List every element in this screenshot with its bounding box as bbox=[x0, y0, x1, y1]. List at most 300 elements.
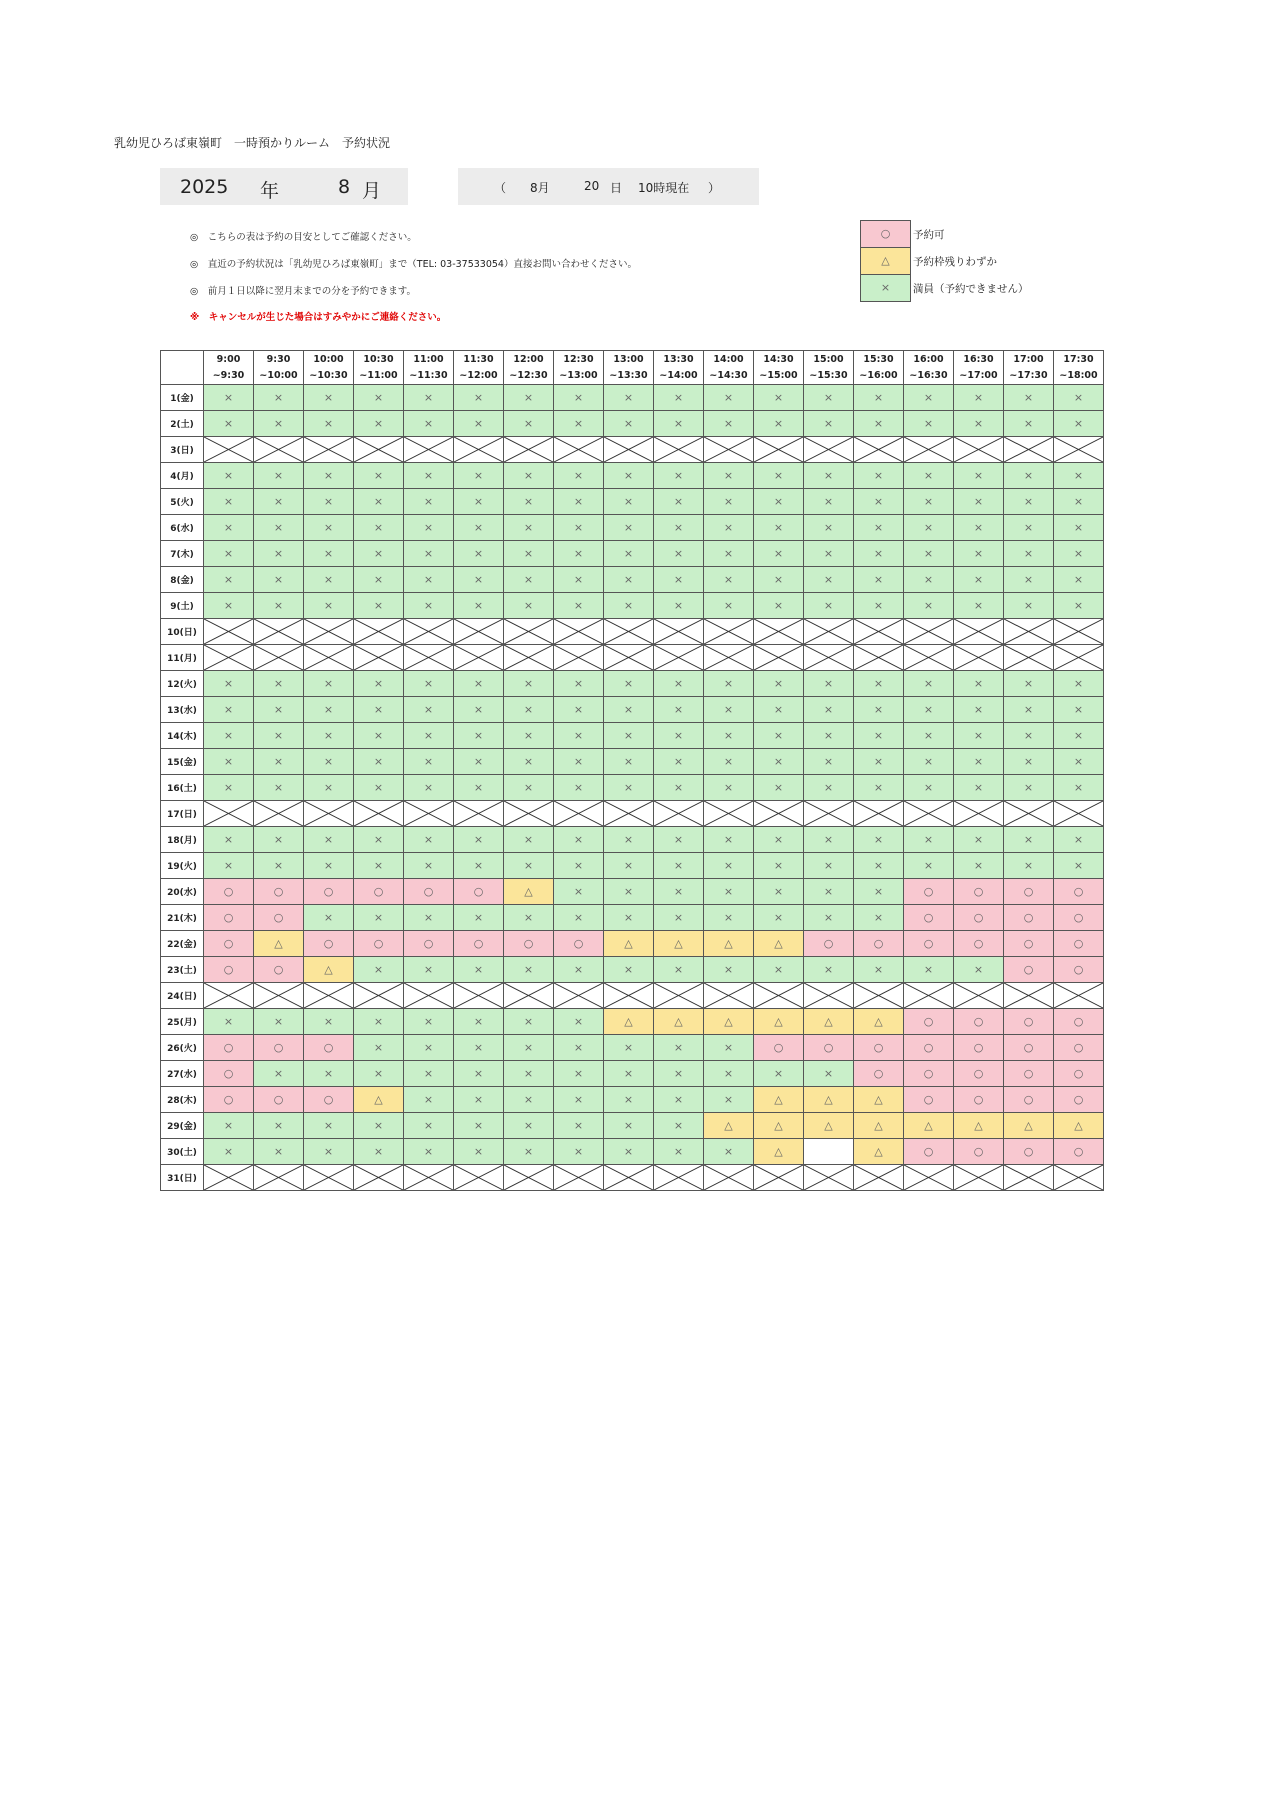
slot-cell: × bbox=[454, 697, 504, 723]
legend-symbol-available: ○ bbox=[860, 220, 911, 248]
time-slot-end: ~13:00 bbox=[559, 369, 598, 381]
slot-cell: × bbox=[604, 1139, 654, 1165]
slot-cell: × bbox=[254, 463, 304, 489]
slot-cell: ○ bbox=[304, 931, 354, 957]
slot-cell: × bbox=[354, 489, 404, 515]
closed-slot bbox=[754, 645, 804, 671]
slot-cell: × bbox=[504, 1061, 554, 1087]
slot-cell: ○ bbox=[254, 1087, 304, 1113]
closed-slot bbox=[504, 1165, 554, 1191]
day-label: 16(土) bbox=[161, 775, 204, 801]
day-row bbox=[161, 515, 1104, 541]
slot-cell: × bbox=[704, 749, 754, 775]
time-slot-start: 9:30 bbox=[266, 353, 291, 365]
closed-cross-icon bbox=[754, 801, 803, 826]
slot-cell: × bbox=[454, 385, 504, 411]
slot-cell: × bbox=[204, 489, 254, 515]
closed-slot bbox=[404, 619, 454, 645]
closed-cross-icon bbox=[904, 437, 953, 462]
closed-cross-icon bbox=[854, 619, 903, 644]
time-slot-end: ~15:30 bbox=[809, 369, 848, 381]
slot-cell: × bbox=[404, 1139, 454, 1165]
slot-cell: ○ bbox=[904, 905, 954, 931]
note-guideline: ◎ こちらの表は予約の目安としてご確認ください。 bbox=[190, 232, 417, 243]
slot-cell: ○ bbox=[954, 1035, 1004, 1061]
closed-slot bbox=[654, 437, 704, 463]
closed-cross-icon bbox=[854, 437, 903, 462]
note-contact: ◎ 直近の予約状況は「乳幼児ひろば東嶺町」まで（TEL: 03-37533054）直接お問い合わせください。 bbox=[190, 259, 637, 270]
slot-cell: △ bbox=[754, 931, 804, 957]
slot-cell: ○ bbox=[204, 1087, 254, 1113]
time-slot-end: ~16:30 bbox=[909, 369, 948, 381]
slot-cell: × bbox=[704, 411, 754, 437]
day-label: 30(土) bbox=[161, 1139, 204, 1165]
slot-cell: × bbox=[204, 723, 254, 749]
slot-cell: × bbox=[254, 671, 304, 697]
slot-cell: × bbox=[804, 463, 854, 489]
closed-slot bbox=[954, 645, 1004, 671]
time-slot-start: 14:00 bbox=[713, 353, 744, 365]
day-label: 22(金) bbox=[161, 931, 204, 957]
slot-cell: × bbox=[354, 541, 404, 567]
slot-cell: × bbox=[354, 905, 404, 931]
slot-cell: × bbox=[504, 567, 554, 593]
slot-cell: × bbox=[554, 1139, 604, 1165]
slot-cell: × bbox=[304, 853, 354, 879]
slot-cell: ○ bbox=[254, 957, 304, 983]
closed-slot bbox=[654, 619, 704, 645]
slot-cell: × bbox=[254, 853, 304, 879]
slot-cell: × bbox=[404, 489, 454, 515]
slot-cell: △ bbox=[854, 1009, 904, 1035]
closed-slot bbox=[854, 1165, 904, 1191]
closed-cross-icon bbox=[354, 983, 403, 1008]
slot-cell: × bbox=[804, 853, 854, 879]
slot-cell: × bbox=[204, 541, 254, 567]
time-slot-start: 15:00 bbox=[813, 353, 844, 365]
slot-cell: × bbox=[654, 723, 704, 749]
slot-cell: × bbox=[454, 515, 504, 541]
closed-slot bbox=[554, 983, 604, 1009]
day-label: 26(火) bbox=[161, 1035, 204, 1061]
slot-cell: × bbox=[904, 723, 954, 749]
closed-cross-icon bbox=[454, 437, 503, 462]
slot-cell: × bbox=[304, 515, 354, 541]
slot-cell: ○ bbox=[504, 931, 554, 957]
time-slot-header bbox=[704, 351, 754, 385]
closed-slot bbox=[1054, 983, 1104, 1009]
slot-cell: × bbox=[854, 463, 904, 489]
closed-slot bbox=[504, 437, 554, 463]
slot-cell: × bbox=[504, 1087, 554, 1113]
slot-cell: × bbox=[804, 593, 854, 619]
slot-cell: × bbox=[604, 749, 654, 775]
slot-cell: × bbox=[504, 957, 554, 983]
closed-cross-icon bbox=[504, 437, 553, 462]
time-slot-end: ~11:30 bbox=[409, 369, 448, 381]
slot-cell: × bbox=[704, 463, 754, 489]
day-label: 25(月) bbox=[161, 1009, 204, 1035]
closed-slot bbox=[904, 1165, 954, 1191]
time-slot-header bbox=[254, 351, 304, 385]
time-slot-start: 17:30 bbox=[1063, 353, 1094, 365]
slot-cell: × bbox=[754, 671, 804, 697]
closed-slot bbox=[804, 1165, 854, 1191]
time-slot-start: 10:30 bbox=[363, 353, 394, 365]
closed-slot bbox=[454, 801, 504, 827]
closed-cross-icon bbox=[854, 801, 903, 826]
slot-cell: × bbox=[904, 671, 954, 697]
closed-cross-icon bbox=[204, 645, 253, 670]
slot-cell: × bbox=[304, 827, 354, 853]
slot-cell: × bbox=[754, 515, 804, 541]
year-unit: 年 bbox=[260, 180, 280, 202]
slot-cell: ○ bbox=[804, 931, 854, 957]
slot-cell: × bbox=[954, 723, 1004, 749]
slot-cell: × bbox=[404, 1087, 454, 1113]
slot-cell: × bbox=[554, 489, 604, 515]
closed-slot bbox=[304, 1165, 354, 1191]
slot-cell: ○ bbox=[854, 1035, 904, 1061]
slot-cell: × bbox=[654, 489, 704, 515]
slot-cell: × bbox=[704, 1139, 754, 1165]
day-label: 28(木) bbox=[161, 1087, 204, 1113]
closed-cross-icon bbox=[404, 1165, 453, 1190]
closed-cross-icon bbox=[1004, 645, 1053, 670]
closed-cross-icon bbox=[1054, 801, 1103, 826]
time-slot-header bbox=[754, 351, 804, 385]
day-row bbox=[161, 957, 1104, 983]
slot-cell: ○ bbox=[1054, 1009, 1104, 1035]
closed-slot bbox=[404, 983, 454, 1009]
slot-cell: × bbox=[604, 1087, 654, 1113]
closed-slot bbox=[254, 801, 304, 827]
slot-cell: ○ bbox=[904, 1061, 954, 1087]
closed-cross-icon bbox=[804, 983, 853, 1008]
slot-cell: × bbox=[704, 593, 754, 619]
closed-slot bbox=[554, 619, 604, 645]
time-slot-start: 10:00 bbox=[313, 353, 344, 365]
slot-cell: × bbox=[954, 593, 1004, 619]
closed-cross-icon bbox=[754, 619, 803, 644]
slot-cell: × bbox=[854, 879, 904, 905]
slot-cell: × bbox=[404, 463, 454, 489]
slot-cell: × bbox=[204, 385, 254, 411]
slot-cell: × bbox=[504, 905, 554, 931]
closed-cross-icon bbox=[654, 619, 703, 644]
slot-cell: × bbox=[1004, 671, 1054, 697]
slot-cell: × bbox=[404, 385, 454, 411]
closed-slot bbox=[454, 983, 504, 1009]
slot-cell: × bbox=[504, 827, 554, 853]
closed-slot bbox=[804, 437, 854, 463]
day-row bbox=[161, 593, 1104, 619]
slot-cell: × bbox=[604, 775, 654, 801]
slot-cell: × bbox=[754, 697, 804, 723]
closed-cross-icon bbox=[1054, 983, 1103, 1008]
closed-slot bbox=[454, 619, 504, 645]
slot-cell: × bbox=[654, 541, 704, 567]
slot-cell: × bbox=[954, 671, 1004, 697]
slot-cell: △ bbox=[804, 1009, 854, 1035]
day-row bbox=[161, 1139, 1104, 1165]
slot-cell: △ bbox=[754, 1113, 804, 1139]
slot-cell: × bbox=[304, 775, 354, 801]
slot-cell: × bbox=[604, 593, 654, 619]
closed-slot bbox=[404, 801, 454, 827]
closed-cross-icon bbox=[304, 619, 353, 644]
closed-cross-icon bbox=[954, 437, 1003, 462]
day-row bbox=[161, 905, 1104, 931]
slot-cell: × bbox=[454, 1139, 504, 1165]
closed-cross-icon bbox=[554, 645, 603, 670]
closed-slot bbox=[1054, 801, 1104, 827]
slot-cell: × bbox=[504, 593, 554, 619]
closed-cross-icon bbox=[254, 801, 303, 826]
time-slot-header bbox=[904, 351, 954, 385]
slot-cell: × bbox=[254, 697, 304, 723]
slot-cell: × bbox=[454, 671, 504, 697]
slot-cell: × bbox=[304, 463, 354, 489]
slot-cell: × bbox=[1054, 411, 1104, 437]
slot-cell: × bbox=[654, 1035, 704, 1061]
day-row bbox=[161, 1087, 1104, 1113]
slot-cell: × bbox=[954, 697, 1004, 723]
slot-cell: × bbox=[604, 723, 654, 749]
closed-cross-icon bbox=[854, 645, 903, 670]
slot-cell: × bbox=[354, 697, 404, 723]
slot-cell: × bbox=[404, 671, 454, 697]
slot-cell: × bbox=[954, 411, 1004, 437]
slot-cell: × bbox=[804, 697, 854, 723]
day-label: 4(月) bbox=[161, 463, 204, 489]
closed-slot bbox=[904, 645, 954, 671]
closed-slot bbox=[754, 437, 804, 463]
slot-cell: × bbox=[354, 1061, 404, 1087]
slot-cell: × bbox=[454, 463, 504, 489]
closed-cross-icon bbox=[954, 983, 1003, 1008]
slot-cell: × bbox=[604, 515, 654, 541]
closed-slot bbox=[354, 645, 404, 671]
month-unit: 月 bbox=[362, 180, 382, 202]
slot-cell: × bbox=[504, 489, 554, 515]
time-slot-header bbox=[204, 351, 254, 385]
slot-cell: × bbox=[954, 567, 1004, 593]
time-slot-end: ~17:30 bbox=[1009, 369, 1048, 381]
slot-cell: × bbox=[504, 1139, 554, 1165]
day-row bbox=[161, 879, 1104, 905]
slot-cell: × bbox=[404, 1009, 454, 1035]
slot-cell: × bbox=[254, 411, 304, 437]
slot-cell: × bbox=[604, 879, 654, 905]
closed-cross-icon bbox=[1054, 437, 1103, 462]
slot-cell: ○ bbox=[1054, 905, 1104, 931]
slot-cell: × bbox=[304, 671, 354, 697]
slot-cell: × bbox=[1004, 541, 1054, 567]
closed-cross-icon bbox=[604, 645, 653, 670]
slot-cell: × bbox=[604, 463, 654, 489]
closed-cross-icon bbox=[454, 645, 503, 670]
closed-slot bbox=[304, 645, 354, 671]
time-slot-start: 9:00 bbox=[216, 353, 241, 365]
slot-cell: × bbox=[454, 567, 504, 593]
day-row bbox=[161, 1035, 1104, 1061]
slot-cell: × bbox=[204, 411, 254, 437]
slot-cell: × bbox=[1054, 827, 1104, 853]
slot-cell: △ bbox=[654, 931, 704, 957]
slot-cell: × bbox=[804, 567, 854, 593]
slot-cell: △ bbox=[954, 1113, 1004, 1139]
slot-cell: × bbox=[354, 723, 404, 749]
closed-slot bbox=[954, 619, 1004, 645]
time-slot-header bbox=[854, 351, 904, 385]
slot-cell: × bbox=[554, 853, 604, 879]
slot-cell: × bbox=[654, 1113, 704, 1139]
slot-cell: × bbox=[254, 1139, 304, 1165]
day-row bbox=[161, 983, 1104, 1009]
day-label: 29(金) bbox=[161, 1113, 204, 1139]
slot-cell: × bbox=[704, 489, 754, 515]
slot-cell: × bbox=[754, 541, 804, 567]
day-label: 13(水) bbox=[161, 697, 204, 723]
as-of-day-unit: 日 bbox=[610, 181, 623, 195]
closed-cross-icon bbox=[354, 1165, 403, 1190]
slot-cell: × bbox=[904, 541, 954, 567]
slot-cell: △ bbox=[854, 1139, 904, 1165]
slot-cell: × bbox=[1004, 515, 1054, 541]
slot-cell: × bbox=[404, 541, 454, 567]
closed-slot bbox=[954, 983, 1004, 1009]
slot-cell: × bbox=[604, 853, 654, 879]
closed-slot bbox=[654, 645, 704, 671]
slot-cell: × bbox=[354, 411, 404, 437]
slot-cell: × bbox=[754, 749, 804, 775]
slot-cell: × bbox=[1004, 567, 1054, 593]
slot-cell: × bbox=[1054, 489, 1104, 515]
closed-slot bbox=[1004, 801, 1054, 827]
time-header-row bbox=[161, 351, 1104, 385]
closed-slot bbox=[454, 437, 504, 463]
closed-slot bbox=[654, 1165, 704, 1191]
slot-cell: × bbox=[404, 749, 454, 775]
slot-cell: △ bbox=[254, 931, 304, 957]
slot-cell: ○ bbox=[204, 1061, 254, 1087]
slot-cell: × bbox=[1004, 385, 1054, 411]
closed-cross-icon bbox=[804, 1165, 853, 1190]
slot-cell: × bbox=[404, 697, 454, 723]
closed-slot bbox=[1004, 619, 1054, 645]
slot-cell: ○ bbox=[904, 1009, 954, 1035]
closed-slot bbox=[804, 645, 854, 671]
slot-cell: × bbox=[854, 567, 904, 593]
closed-slot bbox=[454, 645, 504, 671]
slot-cell: × bbox=[704, 1087, 754, 1113]
slot-cell: × bbox=[704, 723, 754, 749]
closed-cross-icon bbox=[204, 437, 253, 462]
slot-cell: × bbox=[604, 541, 654, 567]
slot-cell: × bbox=[804, 411, 854, 437]
day-row bbox=[161, 749, 1104, 775]
slot-cell: × bbox=[754, 385, 804, 411]
closed-cross-icon bbox=[604, 801, 653, 826]
legend-symbol-full: × bbox=[860, 274, 911, 302]
slot-cell: ○ bbox=[304, 1035, 354, 1061]
slot-cell: × bbox=[954, 515, 1004, 541]
time-slot-start: 13:30 bbox=[663, 353, 694, 365]
slot-cell: × bbox=[404, 1035, 454, 1061]
closed-cross-icon bbox=[904, 1165, 953, 1190]
slot-cell: × bbox=[504, 671, 554, 697]
day-row bbox=[161, 541, 1104, 567]
slot-cell: × bbox=[954, 827, 1004, 853]
slot-cell: × bbox=[654, 749, 704, 775]
slot-cell: × bbox=[554, 463, 604, 489]
closed-cross-icon bbox=[354, 645, 403, 670]
slot-cell: × bbox=[504, 1035, 554, 1061]
slot-cell: × bbox=[854, 541, 904, 567]
slot-cell: × bbox=[254, 775, 304, 801]
closed-cross-icon bbox=[404, 437, 453, 462]
slot-cell: × bbox=[804, 489, 854, 515]
closed-cross-icon bbox=[554, 801, 603, 826]
day-label: 20(水) bbox=[161, 879, 204, 905]
reservation-table bbox=[160, 350, 1104, 1191]
slot-cell: × bbox=[504, 515, 554, 541]
closed-slot bbox=[704, 619, 754, 645]
slot-cell: ○ bbox=[1004, 1035, 1054, 1061]
slot-cell: × bbox=[1004, 463, 1054, 489]
closed-cross-icon bbox=[804, 801, 853, 826]
closed-cross-icon bbox=[504, 801, 553, 826]
slot-cell: × bbox=[1054, 671, 1104, 697]
day-label: 5(火) bbox=[161, 489, 204, 515]
time-slot-end: ~16:00 bbox=[859, 369, 898, 381]
closed-slot bbox=[604, 1165, 654, 1191]
slot-cell: × bbox=[654, 567, 704, 593]
slot-cell: × bbox=[454, 489, 504, 515]
slot-cell: ○ bbox=[954, 905, 1004, 931]
closed-slot bbox=[904, 801, 954, 827]
day-label: 12(火) bbox=[161, 671, 204, 697]
closed-slot bbox=[304, 619, 354, 645]
month-value: 8 bbox=[338, 176, 351, 198]
time-slot-header bbox=[654, 351, 704, 385]
slot-cell: × bbox=[304, 749, 354, 775]
slot-cell: ○ bbox=[404, 931, 454, 957]
slot-cell: × bbox=[204, 697, 254, 723]
slot-cell: × bbox=[204, 463, 254, 489]
time-slot-end: ~12:30 bbox=[509, 369, 548, 381]
slot-cell: × bbox=[604, 697, 654, 723]
closed-slot bbox=[654, 801, 704, 827]
closed-cross-icon bbox=[754, 645, 803, 670]
closed-cross-icon bbox=[404, 983, 453, 1008]
slot-cell: △ bbox=[754, 1087, 804, 1113]
closed-cross-icon bbox=[554, 983, 603, 1008]
slot-cell: × bbox=[654, 385, 704, 411]
slot-cell: × bbox=[804, 541, 854, 567]
day-label: 18(月) bbox=[161, 827, 204, 853]
closed-cross-icon bbox=[754, 983, 803, 1008]
closed-slot bbox=[354, 983, 404, 1009]
slot-cell: × bbox=[504, 1113, 554, 1139]
time-slot-header bbox=[804, 351, 854, 385]
slot-cell: × bbox=[454, 775, 504, 801]
slot-cell: × bbox=[704, 671, 754, 697]
slot-cell: × bbox=[604, 1035, 654, 1061]
slot-cell: × bbox=[354, 593, 404, 619]
slot-cell: × bbox=[354, 853, 404, 879]
